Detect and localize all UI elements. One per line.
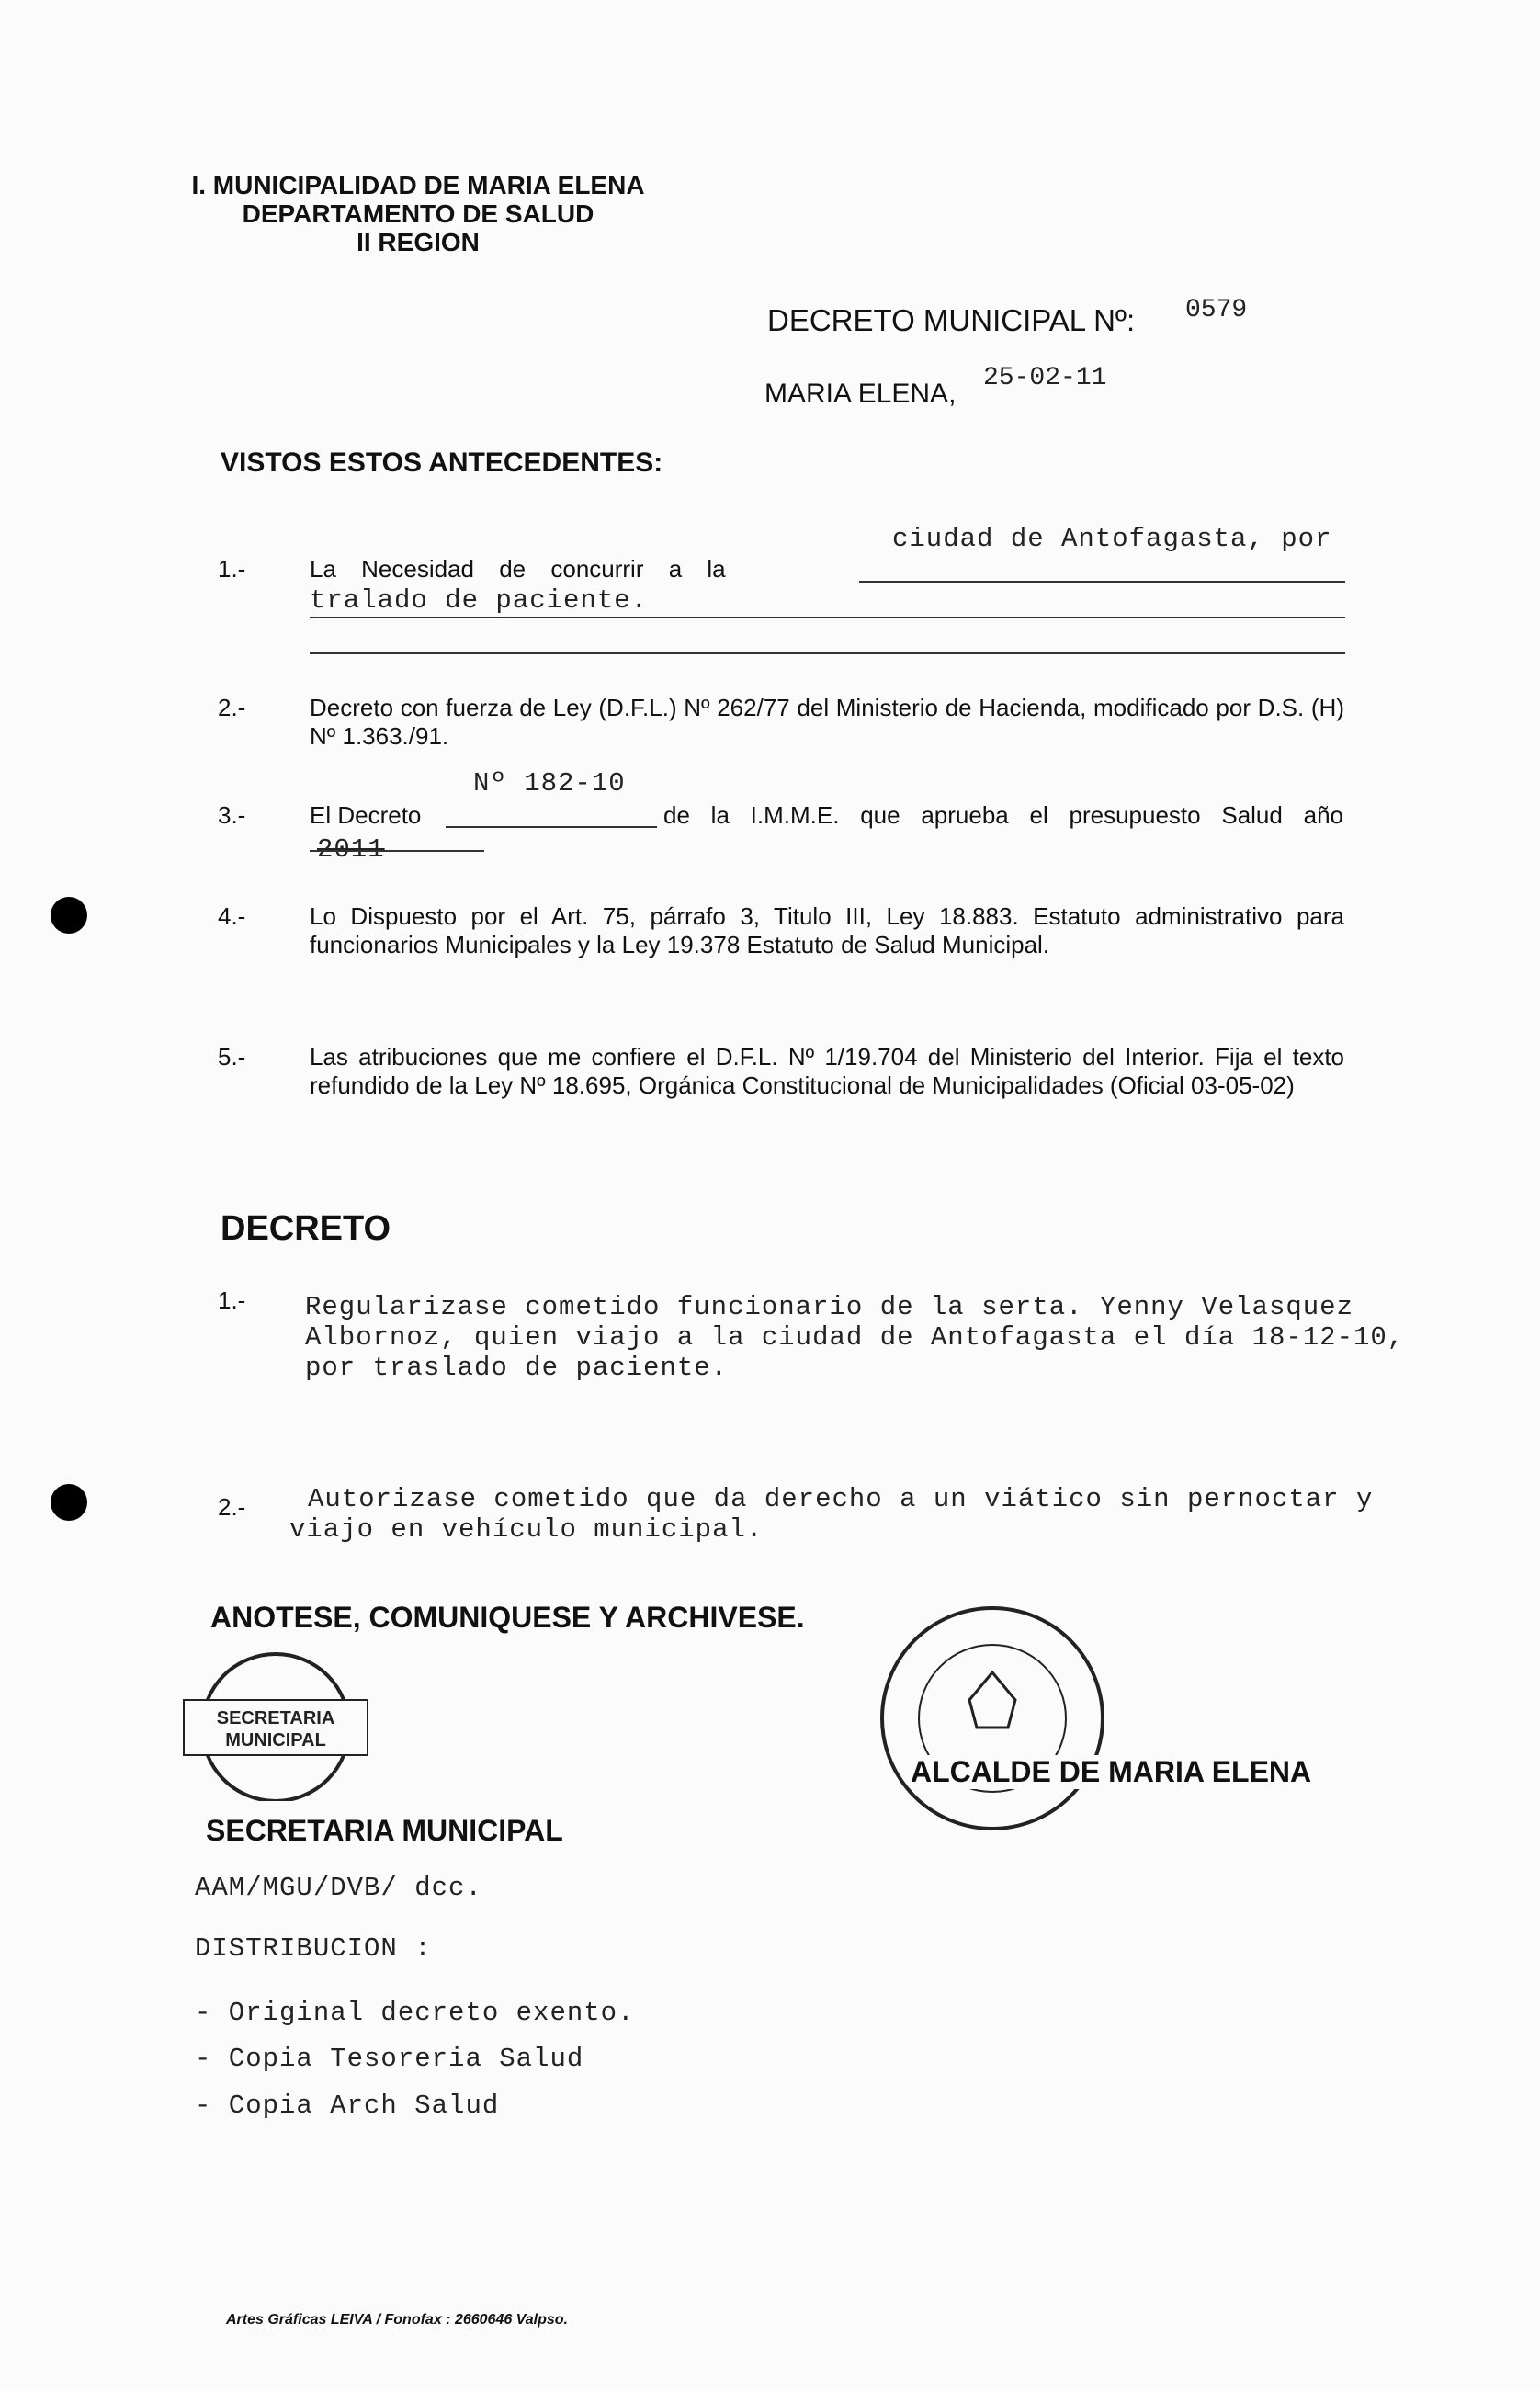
item-number: 3.-: [218, 801, 246, 829]
typed-year: 2011: [317, 834, 385, 865]
initials: AAM/MGU/DVB/ dcc.: [195, 1873, 482, 1903]
signature-right-title: ALCALDE DE MARIA ELENA: [911, 1755, 1312, 1788]
decree-article-text: Regularizase cometido funcionario de la serta. Yenny Velasquez Albornoz, quien viajo a la ciudad de Antofagasta el día 18-12-10, por traslado de paciente.: [305, 1292, 1405, 1383]
decree-article-text: Autorizase cometido que da derecho a un viático sin pernoctar y viajo en vehículo municipal.: [289, 1484, 1374, 1545]
item-number: 1.-: [218, 1286, 246, 1314]
distribution-item: - Copia Tesoreria Salud: [195, 2044, 584, 2074]
item-text: Las atribuciones que me confiere el D.F.L. Nº 1/19.704 del Ministerio del Interior. Fija el texto refundido de la Ley Nº 18.695, Orgánica Constitucional de Municipalidades (Oficial 03-05-02): [310, 1043, 1344, 1099]
distribution-item: - Original decreto exento.: [195, 1998, 635, 2028]
item-number: 4.-: [218, 902, 246, 930]
decree-number-label: DECRETO MUNICIPAL Nº:: [767, 303, 1136, 337]
typed-fill: Nº 182-10: [473, 768, 626, 799]
item-number: 1.-: [218, 555, 246, 583]
header-line-3: II REGION: [357, 228, 480, 256]
secretaria-stamp: [147, 1645, 404, 1801]
signature-left-title: SECRETARIA MUNICIPAL: [206, 1814, 563, 1847]
vistos-title: VISTOS ESTOS ANTECEDENTES:: [221, 448, 663, 478]
svg-text:MUNICIPAL: MUNICIPAL: [225, 1730, 326, 1751]
stamp-center-text: SECRETARIA: [216, 1708, 335, 1728]
decree-date: 25-02-11: [983, 364, 1107, 392]
item-number: 5.-: [218, 1043, 246, 1071]
item-number: 2.-: [218, 694, 246, 721]
item-number: 2.-: [218, 1493, 246, 1521]
distribution-title: DISTRIBUCION :: [195, 1933, 432, 1964]
distribution-item: - Copia Arch Salud: [195, 2091, 500, 2121]
typed-fill: tralado de paciente.: [310, 585, 649, 616]
typed-fill: ciudad de Antofagasta, por: [892, 524, 1332, 554]
closing-formula: ANOTESE, COMUNIQUESE Y ARCHIVESE.: [210, 1601, 805, 1634]
punch-hole: [51, 897, 87, 934]
item-text: Decreto con fuerza de Ley (D.F.L.) Nº 262/77 del Ministerio de Hacienda, modificado por D.S. (H) Nº 1.363./91.: [310, 694, 1344, 750]
printer-footer: Artes Gráficas LEIVA / Fonofax : 2660646 Valpso.: [226, 2312, 568, 2328]
header-line-1: I. MUNICIPALIDAD DE MARIA ELENA: [191, 171, 645, 199]
decreto-title: DECRETO: [221, 1209, 391, 1248]
decree-number: 0579: [1185, 296, 1248, 324]
item-text: de la I.M.M.E. que aprueba el presupuesto Salud año: [663, 801, 1343, 829]
header-line-2: DEPARTAMENTO DE SALUD: [242, 199, 594, 228]
alcaldia-stamp: [855, 1599, 1130, 1875]
place-label: MARIA ELENA,: [764, 379, 957, 409]
item-text: El Decreto: [310, 801, 422, 829]
item-text: Lo Dispuesto por el Art. 75, párrafo 3, Titulo III, Ley 18.883. Estatuto administrativo para funcionarios Municipales y la Ley 19.378 Estatuto de Salud Municipal.: [310, 902, 1344, 958]
item-text: La Necesidad de concurrir a la: [310, 555, 726, 583]
punch-hole: [51, 1484, 87, 1521]
